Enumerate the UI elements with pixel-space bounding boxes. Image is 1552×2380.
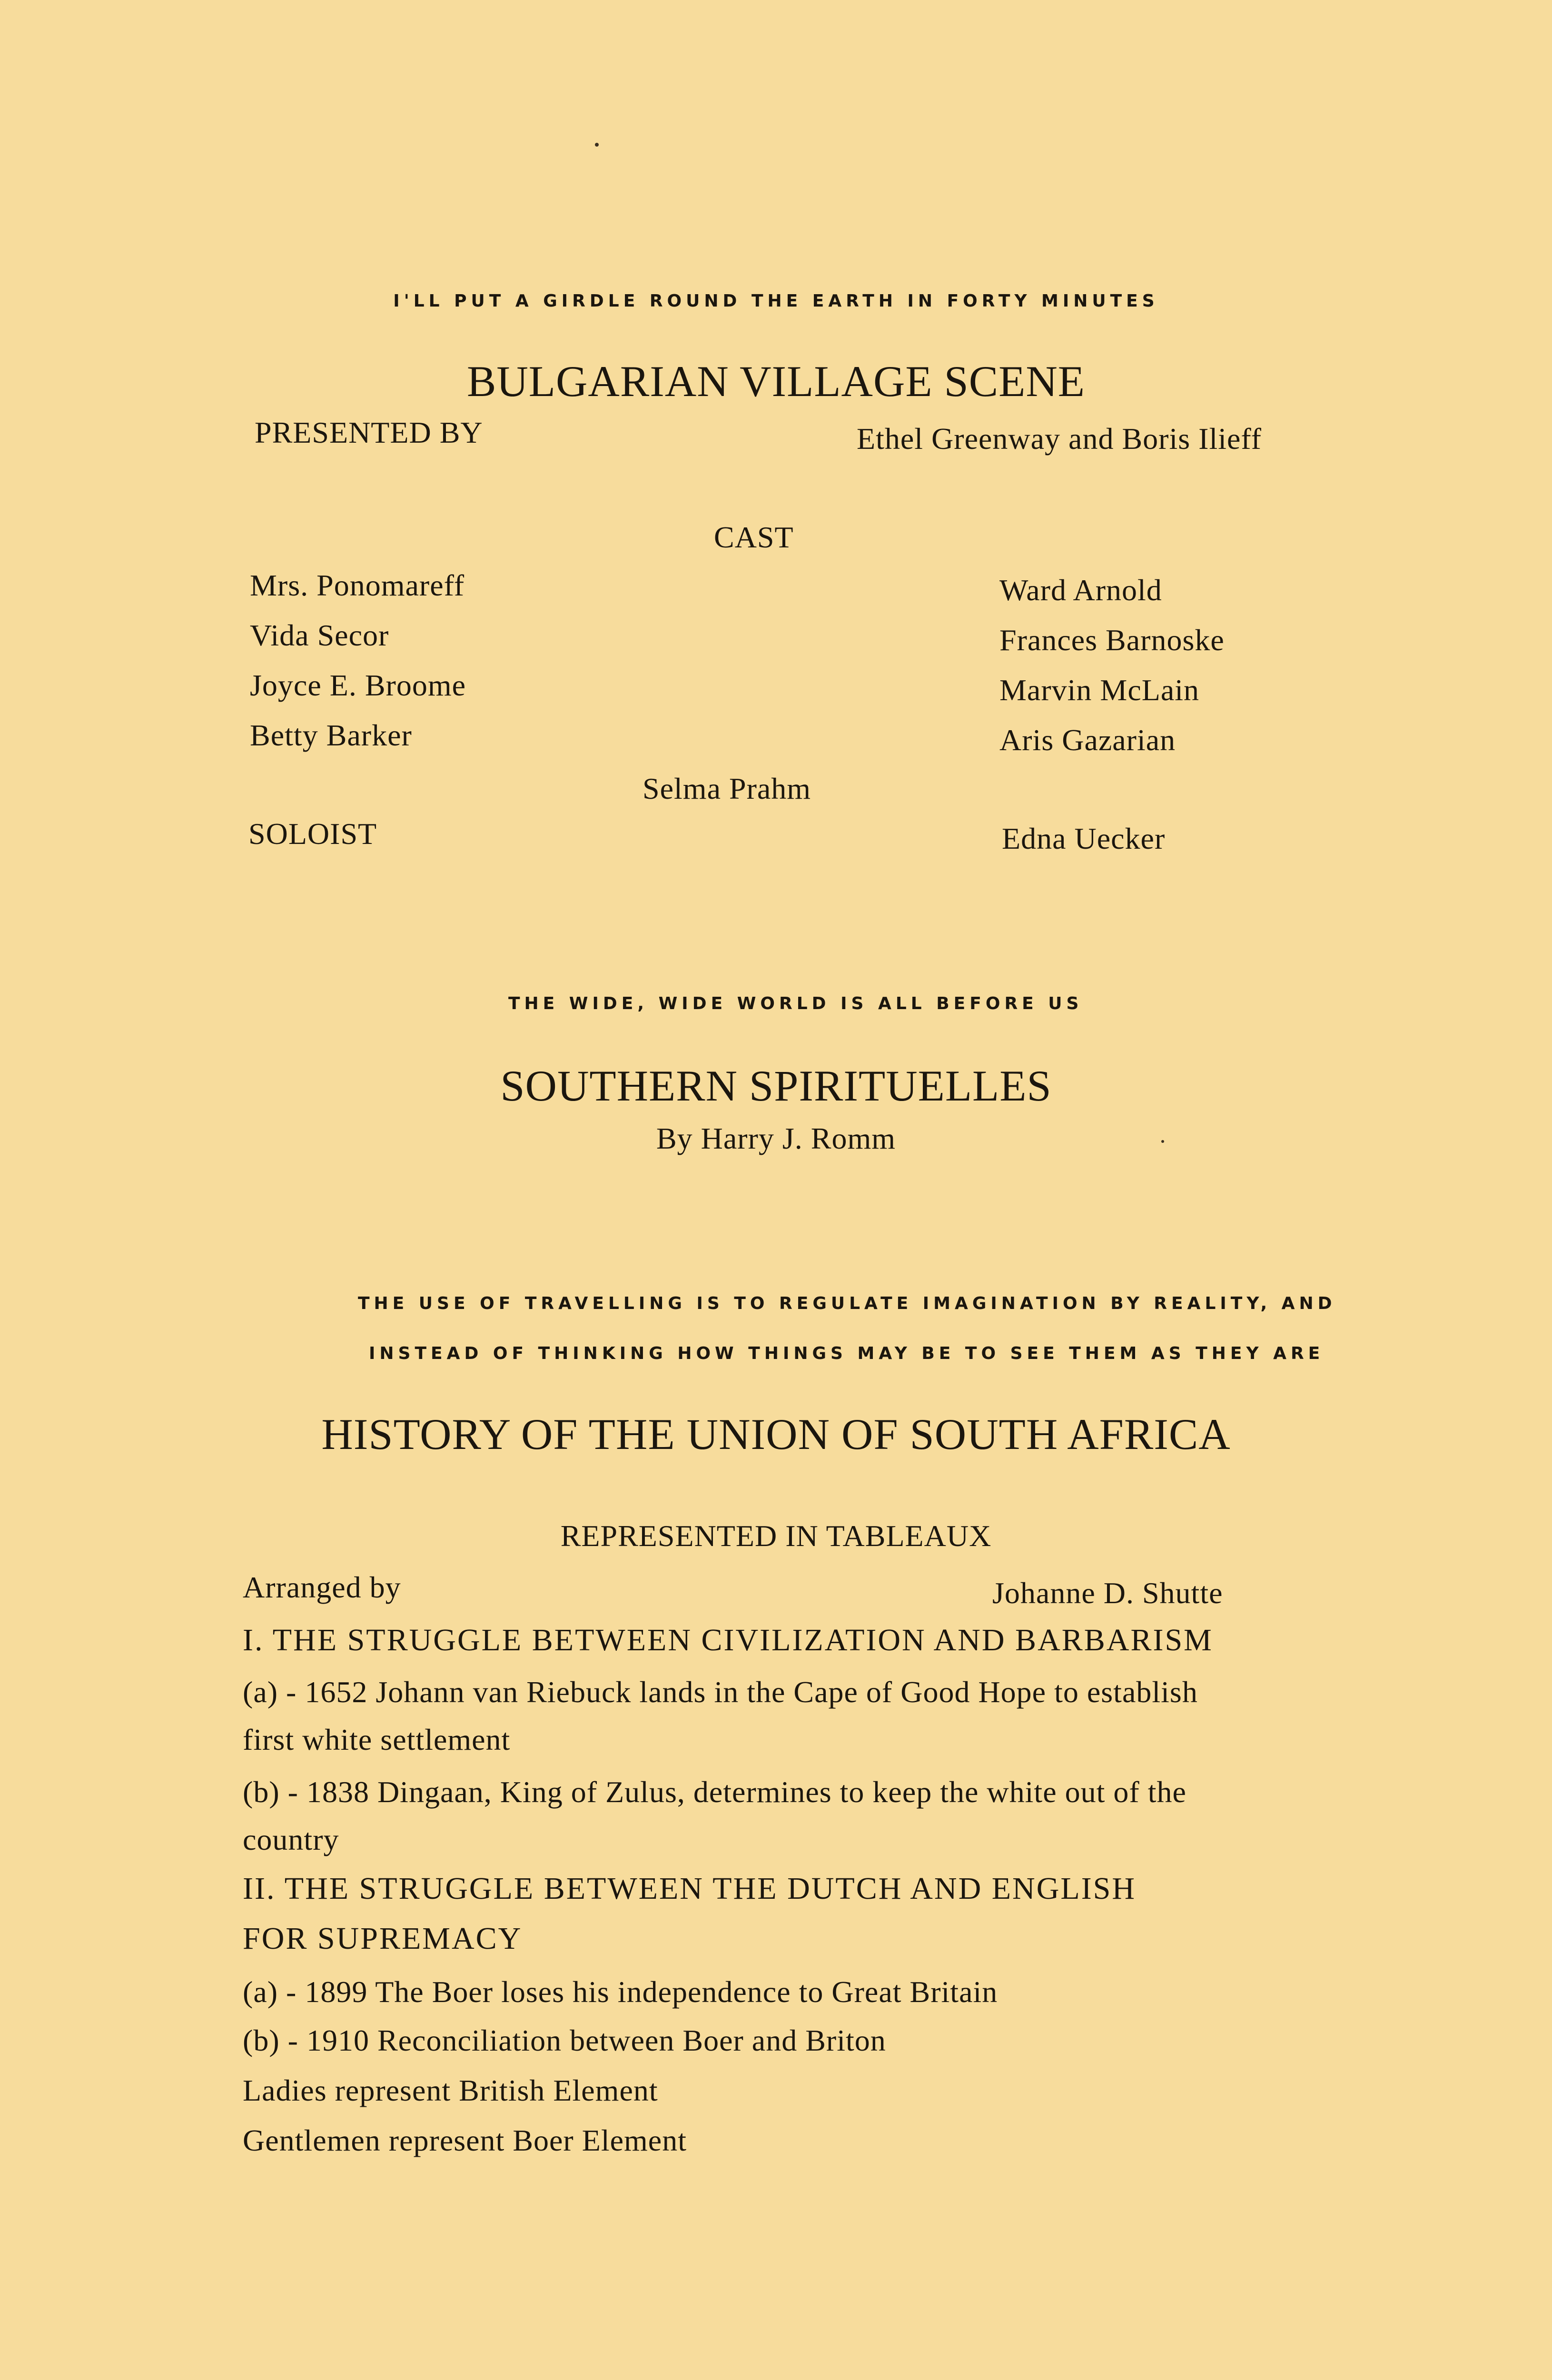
bulgarian-title: BULGARIAN VILLAGE SCENE xyxy=(466,357,1085,406)
cast-member: Mrs. Ponomareff xyxy=(250,568,465,602)
tableau-line: country xyxy=(243,1823,339,1856)
cast-member: Ward Arnold xyxy=(999,573,1162,607)
tableau-line: (b) - 1910 Reconciliation between Boer and Briton xyxy=(243,2023,886,2057)
cast-member: Aris Gazarian xyxy=(999,723,1176,757)
cast-member: Betty Barker xyxy=(250,718,412,752)
tableau-line: (b) - 1838 Dingaan, King of Zulus, determines to keep the white out of the xyxy=(243,1775,1186,1809)
spirituelles-byline: By Harry J. Romm xyxy=(656,1121,896,1155)
tableau-heading: I. THE STRUGGLE BETWEEN CIVILIZATION AND BARBARISM xyxy=(243,1623,1213,1657)
history-title: HISTORY OF THE UNION OF SOUTH AFRICA xyxy=(321,1410,1231,1458)
cast-member: Joyce E. Broome xyxy=(250,668,466,702)
soloist-label: SOLOIST xyxy=(248,817,377,851)
spirituelles-title: SOUTHERN SPIRITUELLES xyxy=(500,1061,1052,1110)
tableau-line: Ladies represent British Element xyxy=(243,2073,658,2107)
history-motto-line-2: INSTEAD OF THINKING HOW THINGS MAY BE TO SEE THEM AS THEY ARE xyxy=(369,1344,1325,1363)
arranged-by-label: Arranged by xyxy=(243,1570,401,1604)
tableau-line: (a) - 1899 The Boer loses his independence to Great Britain xyxy=(243,1975,998,2009)
cast-heading: CAST xyxy=(714,520,794,554)
cast-member-center: Selma Prahm xyxy=(643,772,811,805)
arranger-name: Johanne D. Shutte xyxy=(992,1576,1223,1610)
cast-member: Frances Barnoske xyxy=(999,623,1225,657)
presenters: Ethel Greenway and Boris Ilieff xyxy=(857,422,1262,456)
soloist-name: Edna Uecker xyxy=(1002,822,1166,855)
history-subtitle: REPRESENTED IN TABLEAUX xyxy=(560,1519,992,1553)
tableau-line: Gentlemen represent Boer Element xyxy=(243,2123,687,2157)
history-motto-line-1: THE USE OF TRAVELLING IS TO REGULATE IMAGINATION BY REALITY, AND xyxy=(358,1294,1336,1313)
bulgarian-motto: I'LL PUT A GIRDLE ROUND THE EARTH IN FORTY MINUTES xyxy=(393,291,1159,311)
paper-speck xyxy=(595,143,599,147)
tableau-line: first white settlement xyxy=(243,1723,511,1756)
presented-by-label: PRESENTED BY xyxy=(255,416,483,449)
tableau-line: (a) - 1652 Johann van Riebuck lands in the Cape of Good Hope to establish xyxy=(243,1675,1198,1709)
cast-member: Marvin McLain xyxy=(999,673,1199,707)
tableau-heading: II. THE STRUGGLE BETWEEN THE DUTCH AND ENGLISH xyxy=(243,1871,1137,1906)
cast-member: Vida Secor xyxy=(250,618,389,652)
tableau-heading: FOR SUPREMACY xyxy=(243,1921,523,1956)
spirituelles-motto: THE WIDE, WIDE WORLD IS ALL BEFORE US xyxy=(508,994,1083,1013)
